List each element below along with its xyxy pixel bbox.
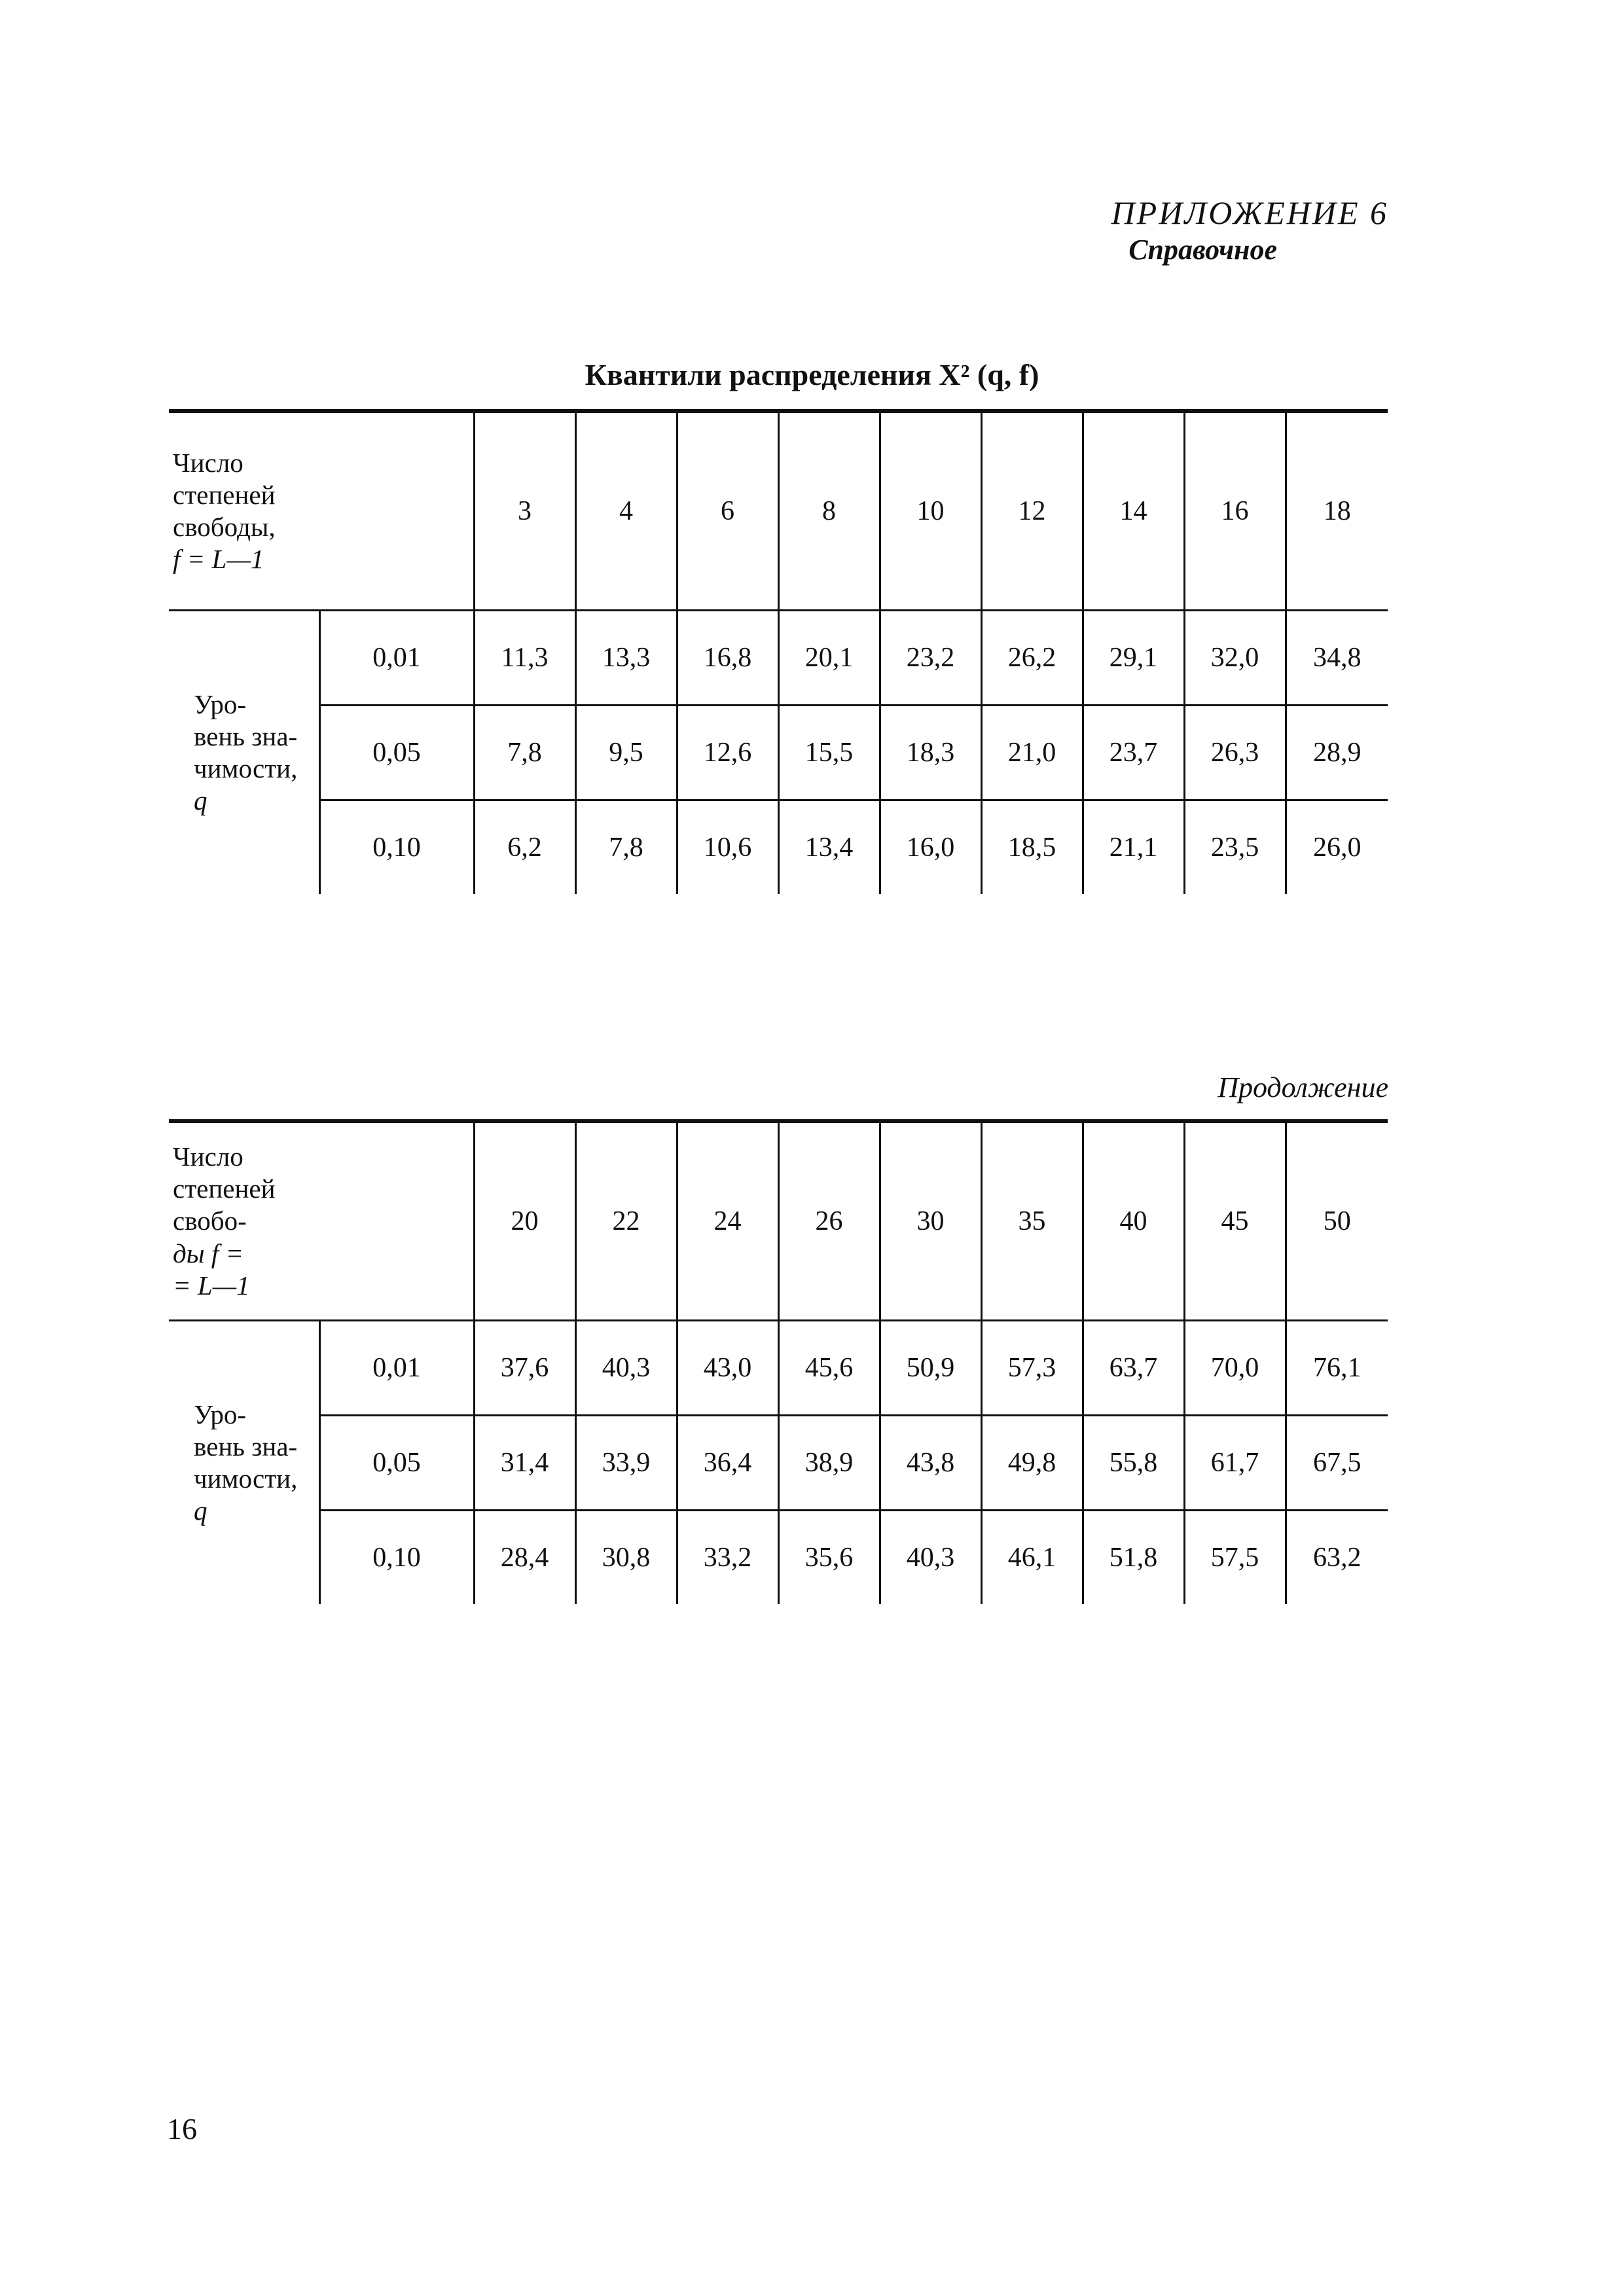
significance-level: 0,05 bbox=[319, 1416, 474, 1511]
quantile-cell: 38,9 bbox=[778, 1416, 880, 1511]
quantile-cell: 35,6 bbox=[778, 1511, 880, 1605]
quantile-cell: 26,3 bbox=[1184, 706, 1286, 800]
df-header-label: Число степеней свободы, f = L—1 bbox=[169, 411, 474, 611]
quantile-cell: 7,8 bbox=[575, 800, 677, 895]
continuation-label: Продолжение bbox=[1218, 1071, 1388, 1103]
quantile-cell: 76,1 bbox=[1286, 1321, 1388, 1416]
quantile-cell: 21,1 bbox=[1083, 800, 1184, 895]
quantile-cell: 16,0 bbox=[880, 800, 981, 895]
table-row bbox=[169, 706, 1388, 800]
significance-level: 0,10 bbox=[319, 800, 474, 895]
quantile-cell: 29,1 bbox=[1083, 611, 1184, 706]
df-column-header: 35 bbox=[981, 1121, 1083, 1321]
quantile-cell: 70,0 bbox=[1184, 1321, 1286, 1416]
significance-level: 0,01 bbox=[319, 611, 474, 706]
quantile-cell: 63,7 bbox=[1083, 1321, 1184, 1416]
table-caption: Квантили распределения X² (q, f) bbox=[585, 358, 1039, 391]
appendix-status: Справочное bbox=[1128, 234, 1277, 266]
df-column-header: 8 bbox=[778, 411, 880, 611]
quantile-cell: 37,6 bbox=[474, 1321, 575, 1416]
quantile-cell: 55,8 bbox=[1083, 1416, 1184, 1511]
df-column-header: 18 bbox=[1286, 411, 1388, 611]
quantile-cell: 33,9 bbox=[575, 1416, 677, 1511]
quantile-cell: 20,1 bbox=[778, 611, 880, 706]
quantile-cell: 49,8 bbox=[981, 1416, 1083, 1511]
table-row bbox=[169, 800, 1388, 895]
df-column-header: 40 bbox=[1083, 1121, 1184, 1321]
quantile-cell: 13,4 bbox=[778, 800, 880, 895]
quantile-cell: 43,8 bbox=[880, 1416, 981, 1511]
significance-level: 0,05 bbox=[319, 706, 474, 800]
df-column-header: 12 bbox=[981, 411, 1083, 611]
significance-level: 0,10 bbox=[319, 1511, 474, 1605]
quantile-cell: 15,5 bbox=[778, 706, 880, 800]
quantile-cell: 18,3 bbox=[880, 706, 981, 800]
quantile-cell: 18,5 bbox=[981, 800, 1083, 895]
quantile-cell: 30,8 bbox=[575, 1511, 677, 1605]
significance-level: 0,01 bbox=[319, 1321, 474, 1416]
df-column-header: 22 bbox=[575, 1121, 677, 1321]
quantile-cell: 23,2 bbox=[880, 611, 981, 706]
quantile-cell: 11,3 bbox=[474, 611, 575, 706]
quantile-cell: 67,5 bbox=[1286, 1416, 1388, 1511]
quantile-cell: 26,2 bbox=[981, 611, 1083, 706]
quantile-table-1 bbox=[169, 409, 1388, 894]
table-row bbox=[169, 611, 1388, 706]
quantile-cell: 21,0 bbox=[981, 706, 1083, 800]
quantile-cell: 45,6 bbox=[778, 1321, 880, 1416]
quantile-cell: 6,2 bbox=[474, 800, 575, 895]
df-column-header: 30 bbox=[880, 1121, 981, 1321]
df-column-header: 16 bbox=[1184, 411, 1286, 611]
quantile-cell: 57,5 bbox=[1184, 1511, 1286, 1605]
page-number: 16 bbox=[167, 2112, 197, 2145]
table-row bbox=[169, 1321, 1388, 1416]
quantile-cell: 61,7 bbox=[1184, 1416, 1286, 1511]
quantile-cell: 63,2 bbox=[1286, 1511, 1388, 1605]
quantile-cell: 33,2 bbox=[677, 1511, 778, 1605]
quantile-cell: 28,9 bbox=[1286, 706, 1388, 800]
df-column-header: 50 bbox=[1286, 1121, 1388, 1321]
quantile-cell: 32,0 bbox=[1184, 611, 1286, 706]
df-column-header: 10 bbox=[880, 411, 981, 611]
quantile-cell: 7,8 bbox=[474, 706, 575, 800]
df-column-header: 4 bbox=[575, 411, 677, 611]
quantile-cell: 28,4 bbox=[474, 1511, 575, 1605]
df-column-header: 20 bbox=[474, 1121, 575, 1321]
quantile-cell: 16,8 bbox=[677, 611, 778, 706]
significance-label: Уро- вень зна- чимости, q bbox=[169, 1321, 319, 1605]
df-column-header: 45 bbox=[1184, 1121, 1286, 1321]
df-column-header: 14 bbox=[1083, 411, 1184, 611]
quantile-cell: 40,3 bbox=[880, 1511, 981, 1605]
table-row bbox=[169, 1511, 1388, 1605]
quantile-cell: 34,8 bbox=[1286, 611, 1388, 706]
df-column-header: 6 bbox=[677, 411, 778, 611]
quantile-cell: 36,4 bbox=[677, 1416, 778, 1511]
significance-label: Уро- вень зна- чимости, q bbox=[169, 611, 319, 895]
quantile-cell: 46,1 bbox=[981, 1511, 1083, 1605]
quantile-cell: 23,7 bbox=[1083, 706, 1184, 800]
df-column-header: 24 bbox=[677, 1121, 778, 1321]
quantile-cell: 43,0 bbox=[677, 1321, 778, 1416]
quantile-cell: 40,3 bbox=[575, 1321, 677, 1416]
quantile-table-2 bbox=[169, 1119, 1388, 1604]
table-row bbox=[169, 1416, 1388, 1511]
quantile-cell: 50,9 bbox=[880, 1321, 981, 1416]
df-header-label: Число степеней свобо- ды f = = L—1 bbox=[169, 1121, 474, 1321]
df-column-header: 26 bbox=[778, 1121, 880, 1321]
quantile-cell: 10,6 bbox=[677, 800, 778, 895]
quantile-cell: 9,5 bbox=[575, 706, 677, 800]
quantile-cell: 23,5 bbox=[1184, 800, 1286, 895]
quantile-cell: 12,6 bbox=[677, 706, 778, 800]
df-column-header: 3 bbox=[474, 411, 575, 611]
quantile-cell: 51,8 bbox=[1083, 1511, 1184, 1605]
quantile-cell: 31,4 bbox=[474, 1416, 575, 1511]
quantile-cell: 13,3 bbox=[575, 611, 677, 706]
quantile-cell: 26,0 bbox=[1286, 800, 1388, 895]
quantile-cell: 57,3 bbox=[981, 1321, 1083, 1416]
appendix-title: ПРИЛОЖЕНИЕ 6 bbox=[1111, 194, 1388, 231]
